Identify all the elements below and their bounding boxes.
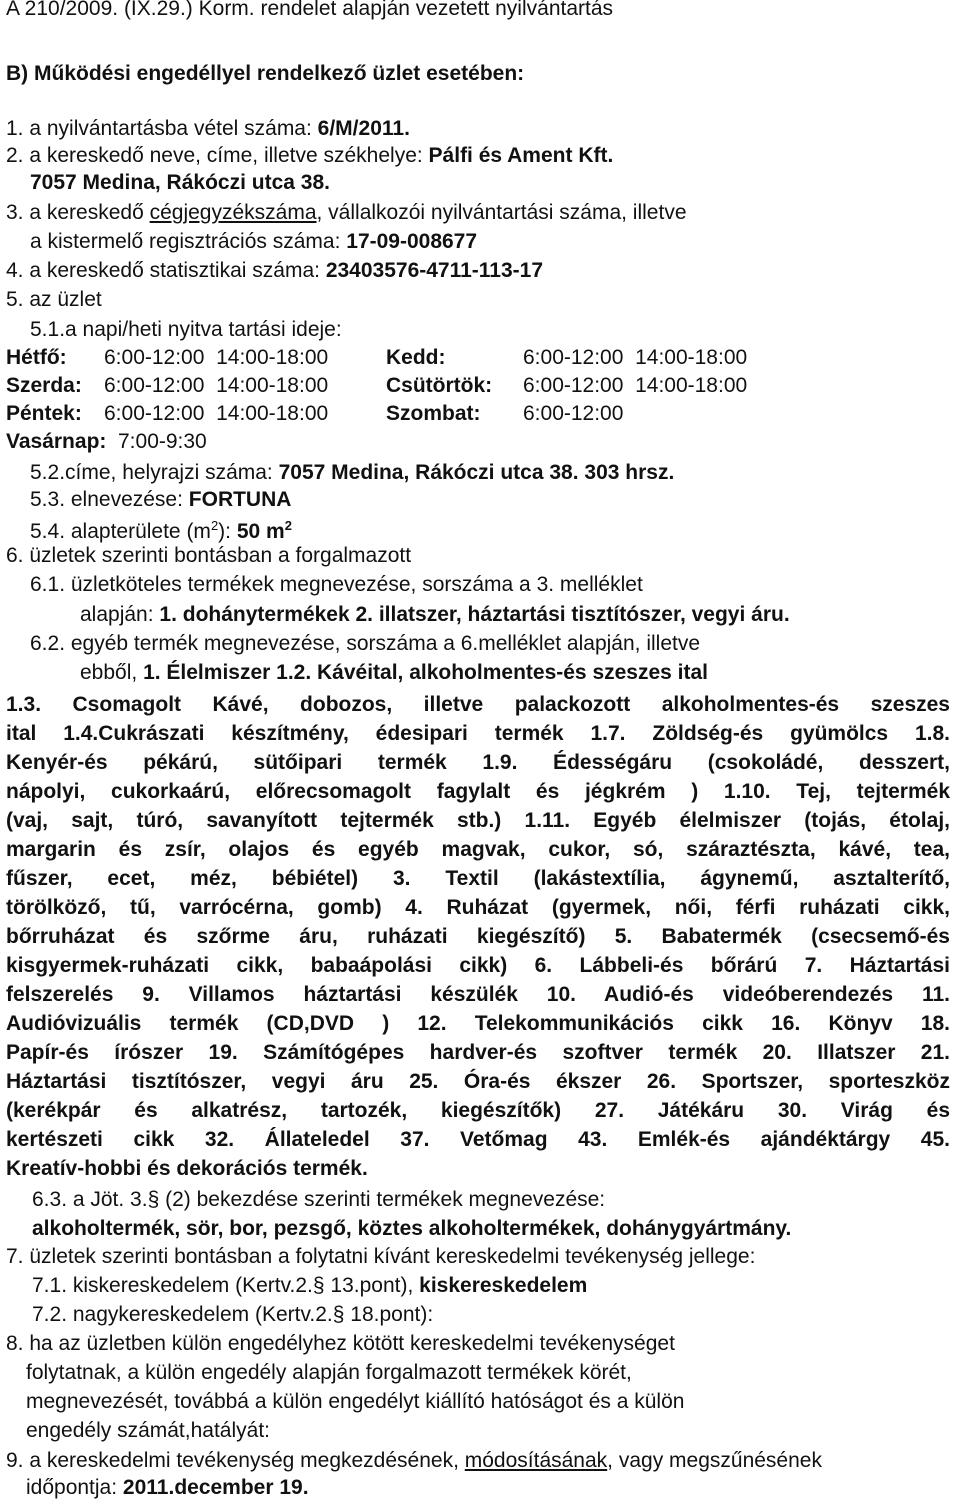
section-sign: § <box>147 1188 160 1211</box>
item-4-value: 23403576-4711-113-17 <box>325 259 544 282</box>
item-5-1-label: 5.1.a napi/heti nyitva tartási ideje: <box>30 318 342 341</box>
product-list-line: Kenyér-és pékárú, sütőipari termék 1.9. Édességáru (csokoládé, desszert, <box>6 751 950 774</box>
item-5-label: 5. az üzlet <box>6 288 102 311</box>
item-7-1 <box>32 1274 587 1298</box>
product-list-line: bőrruházat és szőrme áru, ruházati kiegészítő) 5. Babatermék (csecsemő-és <box>6 925 950 948</box>
item-7-1-label-2: 13.pont), <box>324 1274 420 1297</box>
item-6-3-label-2: (2) bekezdése szerinti termékek megnevezése: <box>159 1188 606 1211</box>
item-5-4-value-sup: 2 <box>284 518 292 533</box>
item-5-1 <box>30 318 342 342</box>
item-6 <box>6 544 411 568</box>
hours-saturday-value: 6:00-12:00 <box>523 402 624 425</box>
item-3-underlined: cégjegyzékszáma <box>149 201 317 224</box>
item-5-4-label-2: ): <box>218 520 237 543</box>
hours-wednesday-value: 6:00-12:00 14:00-18:00 <box>104 374 329 397</box>
item-3-line-2 <box>30 230 477 254</box>
item-6-1-line-1: 6.1. üzletköteles termékek megnevezése, sorszáma a 3. melléklet <box>30 573 643 596</box>
item-3-suffix: , vállalkozói nyilvántartási száma, illetve <box>316 201 687 224</box>
item-7-1-value: kiskereskedelem <box>419 1274 588 1297</box>
item-7-label: 7. üzletek szerinti bontásban a folytatni kívánt kereskedelmi tevékenység jellege: <box>6 1245 756 1268</box>
item-9-suffix: , vagy megszűnésének <box>607 1449 822 1472</box>
item-2 <box>6 144 613 168</box>
product-list-line: nápolyi, cukorkaárú, előrecsomagolt fagylalt és jégkrém ) 1.10. Tej, tejtermék <box>6 780 950 803</box>
item-3 <box>6 201 687 225</box>
item-7 <box>6 1245 755 1269</box>
item-2-value: Pálfi és Ament Kft. <box>428 144 614 167</box>
item-6-2-line-2 <box>80 661 708 685</box>
item-8-line: folytatnak, a külön engedély alapján forgalmazott termékek körét, <box>26 1361 632 1384</box>
hours-sunday-value: 7:00-9:30 <box>118 430 207 453</box>
hours-sunday-label: Vasárnap: <box>6 430 107 453</box>
item-3-prefix: 3. a kereskedő <box>6 201 150 224</box>
item-2-address <box>30 171 330 195</box>
item-2-label: 2. a kereskedő neve, címe, illetve székhelye: <box>6 144 429 167</box>
item-6-label: 6. üzletek szerinti bontásban a forgalmazott <box>6 544 412 567</box>
hours-wednesday-label: Szerda: <box>6 374 82 397</box>
item-6-2-value: 1. Élelmiszer 1.2. Kávéital, alkoholmentes-és szeszes ital <box>143 661 709 684</box>
section-sign: § <box>312 1274 325 1297</box>
item-6-3-label: 6.3. a Jöt. 3. <box>32 1188 148 1211</box>
item-6-1 <box>30 573 643 597</box>
product-list-line: felszerelés 9. Villamos háztartási készülék 10. Audió-és videóberendezés 11. <box>6 983 950 1006</box>
item-7-2-label-2: 18.pont): <box>344 1303 434 1326</box>
item-5-3-label: 5.3. elnevezése: <box>30 488 189 511</box>
item-4 <box>6 259 543 283</box>
product-list-line: Papír-és írószer 19. Számítógépes hardver-és szoftver termék 20. Illatszer 21. <box>6 1041 950 1064</box>
item-9-prefix: 9. a kereskedelmi tevékenység megkezdésének, <box>6 1449 465 1472</box>
item-2-address-value: 7057 Medina, Rákóczi utca 38. <box>30 171 330 194</box>
item-5-4-label: 5.4. alapterülete (m <box>30 520 211 543</box>
item-5-2-label: 5.2.címe, helyrajzi száma: <box>30 461 279 484</box>
product-list-line: ital 1.4.Cukrászati készítmény, édesipari termék 1.7. Zöldség-és gyümölcs 1.8. <box>6 722 950 745</box>
item-7-1-label: 7.1. kiskereskedelem (Kertv.2. <box>32 1274 313 1297</box>
header-text-2: B) Működési engedéllyel rendelkező üzlet esetében: <box>6 62 525 85</box>
item-8-line: 8. ha az üzletben külön engedélyhez kötött kereskedelmi tevékenységet <box>6 1332 675 1355</box>
item-7-2 <box>32 1303 433 1327</box>
item-9-value: 2011.december 19. <box>122 1476 309 1499</box>
item-7-2-label: 7.2. nagykereskedelem (Kertv.2. <box>32 1303 333 1326</box>
product-list-line: törölköző, tű, varrócérna, gomb) 4. Ruházat (gyermek, női, férfi ruházati cikk, <box>6 896 950 919</box>
item-5 <box>6 288 102 312</box>
item-6-1-line-2 <box>80 603 790 627</box>
product-list-line: kertészeti cikk 32. Állateledel 37. Vetőmag 43. Emlék-és ajándéktárgy 45. <box>6 1128 950 1151</box>
product-list-line: margarin és zsír, olajos és egyéb magvak, cukor, só, száraztészta, kávé, tea, <box>6 838 950 861</box>
item-8-line: megnevezését, továbbá a külön engedélyt kiállító hatóságot és a külön <box>26 1390 685 1413</box>
item-4-label: 4. a kereskedő statisztikai száma: <box>6 259 326 282</box>
header-line-1 <box>6 0 613 21</box>
hours-friday-label: Péntek: <box>6 402 82 425</box>
product-list-line: kisgyermek-ruházati cikk, babaápolási cikk) 6. Lábbeli-és bőrárú 7. Háztartási <box>6 954 950 977</box>
item-1-value: 6/M/2011. <box>317 117 410 140</box>
product-list-line: 1.3. Csomagolt Kávé, dobozos, illetve palackozott alkoholmentes-és szeszes <box>6 693 950 716</box>
product-list-last-line: Kreatív-hobbi és dekorációs termék. <box>6 1157 368 1180</box>
item-6-3-value: alkoholtermék, sör, bor, pezsgő, köztes alkoholtermékek, dohánygyártmány. <box>32 1217 792 1240</box>
item-6-1-line-2-label: alapján: <box>80 603 160 626</box>
item-1-label: 1. a nyilvántartásba vétel száma: <box>6 117 318 140</box>
item-6-3-value-line <box>32 1217 791 1241</box>
item-3-line-2-label: a kistermelő regisztrációs száma: <box>30 230 347 253</box>
hours-monday-label: Hétfő: <box>6 346 67 369</box>
product-list-line: (kerékpár és alkatrész, tartozék, kiegészítők) 27. Játékáru 30. Virág és <box>6 1099 950 1122</box>
item-6-2-line-1: 6.2. egyéb termék megnevezése, sorszáma a 6.melléklet alapján, illetve <box>30 632 701 655</box>
item-5-4-value: 50 m <box>236 520 285 543</box>
product-list-line: (vaj, sajt, túró, savanyított tejtermék stb.) 1.11. Egyéb élelmiszer (tojás, étolaj, <box>6 809 950 832</box>
section-sign: § <box>332 1303 345 1326</box>
item-6-1-value: 1. dohánytermékek 2. illatszer, háztartási tisztítószer, vegyi áru. <box>159 603 790 626</box>
item-5-3 <box>30 488 291 512</box>
item-5-2-value: 7057 Medina, Rákóczi utca 38. 303 hrsz. <box>278 461 675 484</box>
item-9-line-2-label: időpontja: <box>26 1476 123 1499</box>
product-list-line: Háztartási tisztítószer, vegyi áru 25. Óra-és ékszer 26. Sportszer, sporteszköz <box>6 1070 950 1093</box>
header-line-2 <box>6 62 524 86</box>
hours-thursday-label: Csütörtök: <box>386 374 493 397</box>
header-text-1: A 210/2009. (IX.29.) Korm. rendelet alapján vezetett nyilvántartás <box>6 0 614 20</box>
item-9-line-2 <box>26 1476 309 1500</box>
item-5-4-sup: 2 <box>210 518 219 533</box>
hours-friday-value: 6:00-12:00 14:00-18:00 <box>104 402 329 425</box>
product-list-line: Audióvizuális termék (CD,DVD ) 12. Telekommunikációs cikk 16. Könyv 18. <box>6 1012 950 1035</box>
item-5-4 <box>30 514 292 544</box>
hours-tuesday-value: 6:00-12:00 14:00-18:00 <box>523 346 748 369</box>
item-9 <box>6 1449 822 1473</box>
hours-tuesday-label: Kedd: <box>386 346 446 369</box>
item-3-value: 17-09-008677 <box>346 230 478 253</box>
hours-saturday-label: Szombat: <box>386 402 481 425</box>
hours-monday-value: 6:00-12:00 14:00-18:00 <box>104 346 329 369</box>
item-5-3-value: FORTUNA <box>188 488 292 511</box>
item-8-line: engedély számát,hatályát: <box>26 1419 270 1442</box>
hours-thursday-value: 6:00-12:00 14:00-18:00 <box>523 374 748 397</box>
item-6-2-line-2-label: ebből, <box>80 661 144 684</box>
product-list-line: fűszer, ecet, méz, bébiétel) 3. Textil (lakástextília, ágynemű, asztalterítő, <box>6 867 950 890</box>
item-9-underlined: módosításának <box>464 1449 608 1472</box>
item-1 <box>6 117 410 141</box>
item-5-2 <box>30 461 674 485</box>
item-6-3 <box>32 1188 605 1212</box>
item-6-2 <box>30 632 700 656</box>
